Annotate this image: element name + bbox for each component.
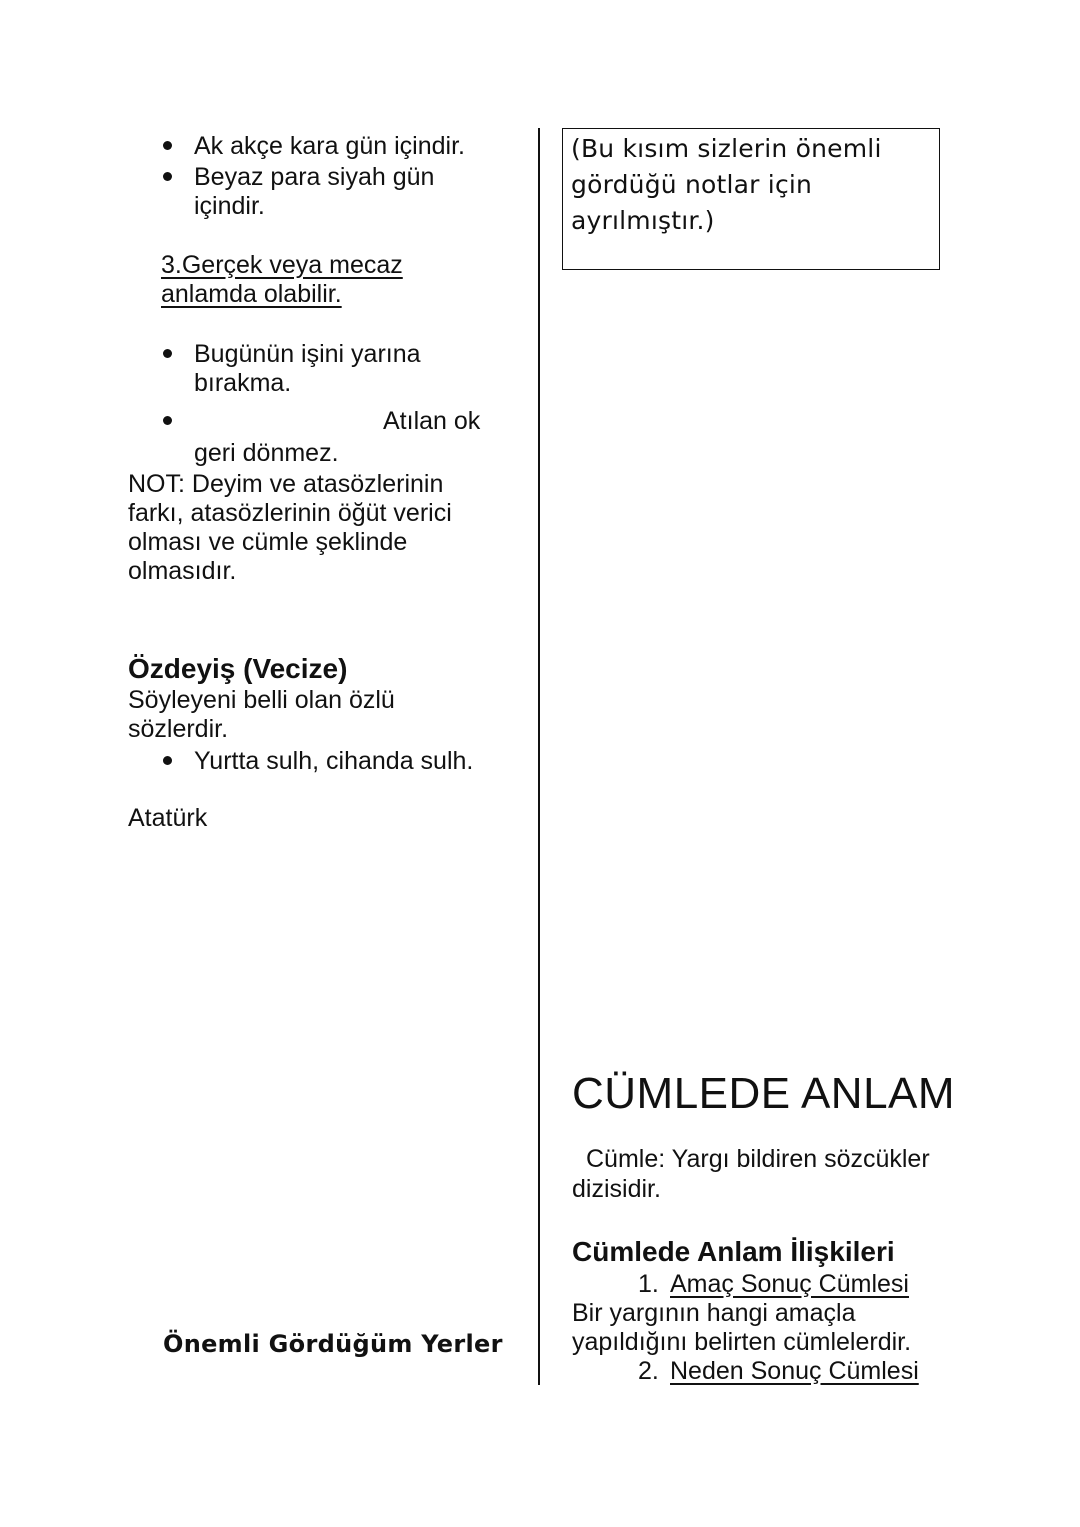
bullet-icon [163, 756, 172, 765]
notes-box [562, 128, 940, 270]
note-line: olmasıdır. [128, 557, 237, 585]
list-number: 1. [638, 1270, 659, 1298]
ozdeyis-definition: Söyleyeni belli olan özlü [128, 686, 395, 714]
ozdeyis-author: Atatürk [128, 804, 208, 832]
relations-heading: Cümlede Anlam İlişkileri [572, 1236, 895, 1267]
note-line: NOT: Deyim ve atasözlerinin [128, 470, 444, 498]
description-line: yapıldığını belirten cümlelerdir. [572, 1328, 912, 1356]
section-title: CÜMLEDE ANLAM [572, 1069, 956, 1118]
proverb-line: içindir. [194, 192, 265, 220]
description-line: Bir yargının hangi amaçla [572, 1299, 856, 1327]
proverb-line: bırakma. [194, 369, 292, 397]
ozdeyis-heading: Özdeyiş (Vecize) [128, 653, 348, 684]
list-number: 2. [638, 1357, 659, 1385]
list-item-label: Neden Sonuç Cümlesi [670, 1357, 919, 1385]
bullet-icon [163, 349, 172, 358]
notes-box-line: (Bu kısım sizlerin önemli [571, 134, 882, 163]
ozdeyis-definition: sözlerdir. [128, 715, 229, 743]
bullet-icon [163, 416, 172, 425]
proverb-line: Bugünün işini yarına [194, 340, 421, 368]
note-line: olması ve cümle şeklinde [128, 528, 408, 556]
proverb-line: Atılan ok [383, 407, 481, 435]
bullet-icon [163, 172, 172, 181]
notes-box-line: ayrılmıştır.) [571, 206, 715, 235]
ozdeyis-example: Yurtta sulh, cihanda sulh. [194, 747, 474, 775]
column-divider [538, 128, 540, 1385]
notes-box-line: gördüğü notlar için [571, 170, 813, 199]
proverb-line: Beyaz para siyah gün [194, 163, 435, 191]
bullet-icon [163, 141, 172, 150]
definition-line: Cümle: Yargı bildiren sözcükler [586, 1145, 930, 1173]
proverb-line: Ak akçe kara gün içindir. [194, 132, 465, 160]
list-item-label: Amaç Sonuç Cümlesi [670, 1270, 909, 1298]
footer-note: Önemli Gördüğüm Yerler [163, 1330, 503, 1358]
section-heading: anlamda olabilir. [161, 280, 342, 308]
definition-line: dizisidir. [572, 1175, 661, 1203]
section-heading: 3.Gerçek veya mecaz [161, 251, 403, 279]
note-line: farkı, atasözlerinin öğüt verici [128, 499, 452, 527]
proverb-line: geri dönmez. [194, 439, 339, 467]
